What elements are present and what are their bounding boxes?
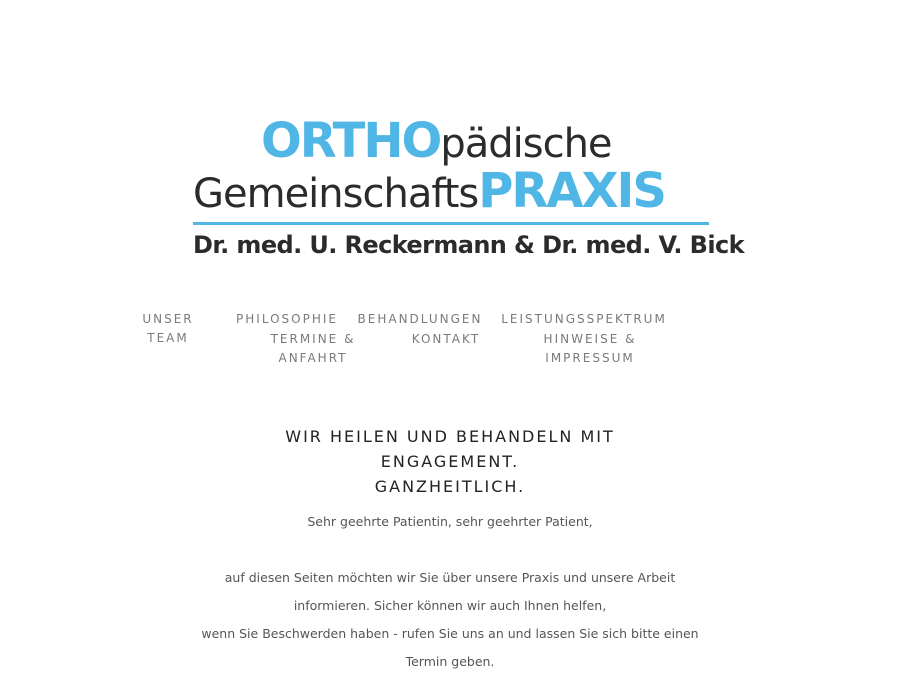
logo-praxis: PRAXIS xyxy=(478,163,665,219)
nav-item-behandlungen[interactable]: BEHANDLUNGEN xyxy=(357,312,483,326)
intro-line-3: wenn Sie Beschwerden haben - rufen Sie uns an und lassen Sie sich bitte einen xyxy=(201,626,699,641)
practice-logo[interactable] xyxy=(193,112,744,264)
nav-item-unser-team[interactable]: UNSER TEAM xyxy=(142,312,194,345)
logo-line-gemeinschaftspraxis xyxy=(193,162,665,223)
headline xyxy=(220,424,680,499)
headline-line-1: WIR HEILEN UND BEHANDELN MIT xyxy=(285,427,615,446)
logo-paedische: pädische xyxy=(440,121,612,167)
logo-doctors: Dr. med. U. Reckermann & Dr. med. V. Bick xyxy=(193,231,744,259)
nav-item-hinweise-impressum[interactable]: HINWEISE & IMPRESSUM xyxy=(543,332,637,365)
intro-line-2: informieren. Sicher können wir auch Ihnen helfen, xyxy=(293,598,607,613)
nav-item-kontakt[interactable]: KONTAKT xyxy=(411,332,481,346)
intro-line-4: Termin geben. xyxy=(405,654,495,669)
nav-item-leistungsspektrum[interactable]: LEISTUNGSSPEKTRUM xyxy=(501,312,667,326)
intro-salutation: Sehr geehrte Patientin, sehr geehrter Patient, xyxy=(307,514,593,529)
headline-line-3: GANZHEITLICH. xyxy=(374,477,526,496)
logo-gemeinschafts: Gemeinschafts xyxy=(193,171,479,217)
headline-line-2: ENGAGEMENT. xyxy=(380,452,520,471)
nav-item-termine-anfahrt[interactable]: TERMINE & ANFAHRT xyxy=(270,332,356,365)
intro-line-1: auf diesen Seiten möchten wir Sie über unsere Praxis und unsere Arbeit xyxy=(224,570,676,585)
logo-divider xyxy=(193,222,709,225)
logo-ortho: ORTHO xyxy=(261,113,441,169)
intro-text xyxy=(190,508,710,676)
nav-item-philosophie[interactable]: PHILOSOPHIE xyxy=(236,312,338,326)
intro-spacer xyxy=(190,536,710,564)
